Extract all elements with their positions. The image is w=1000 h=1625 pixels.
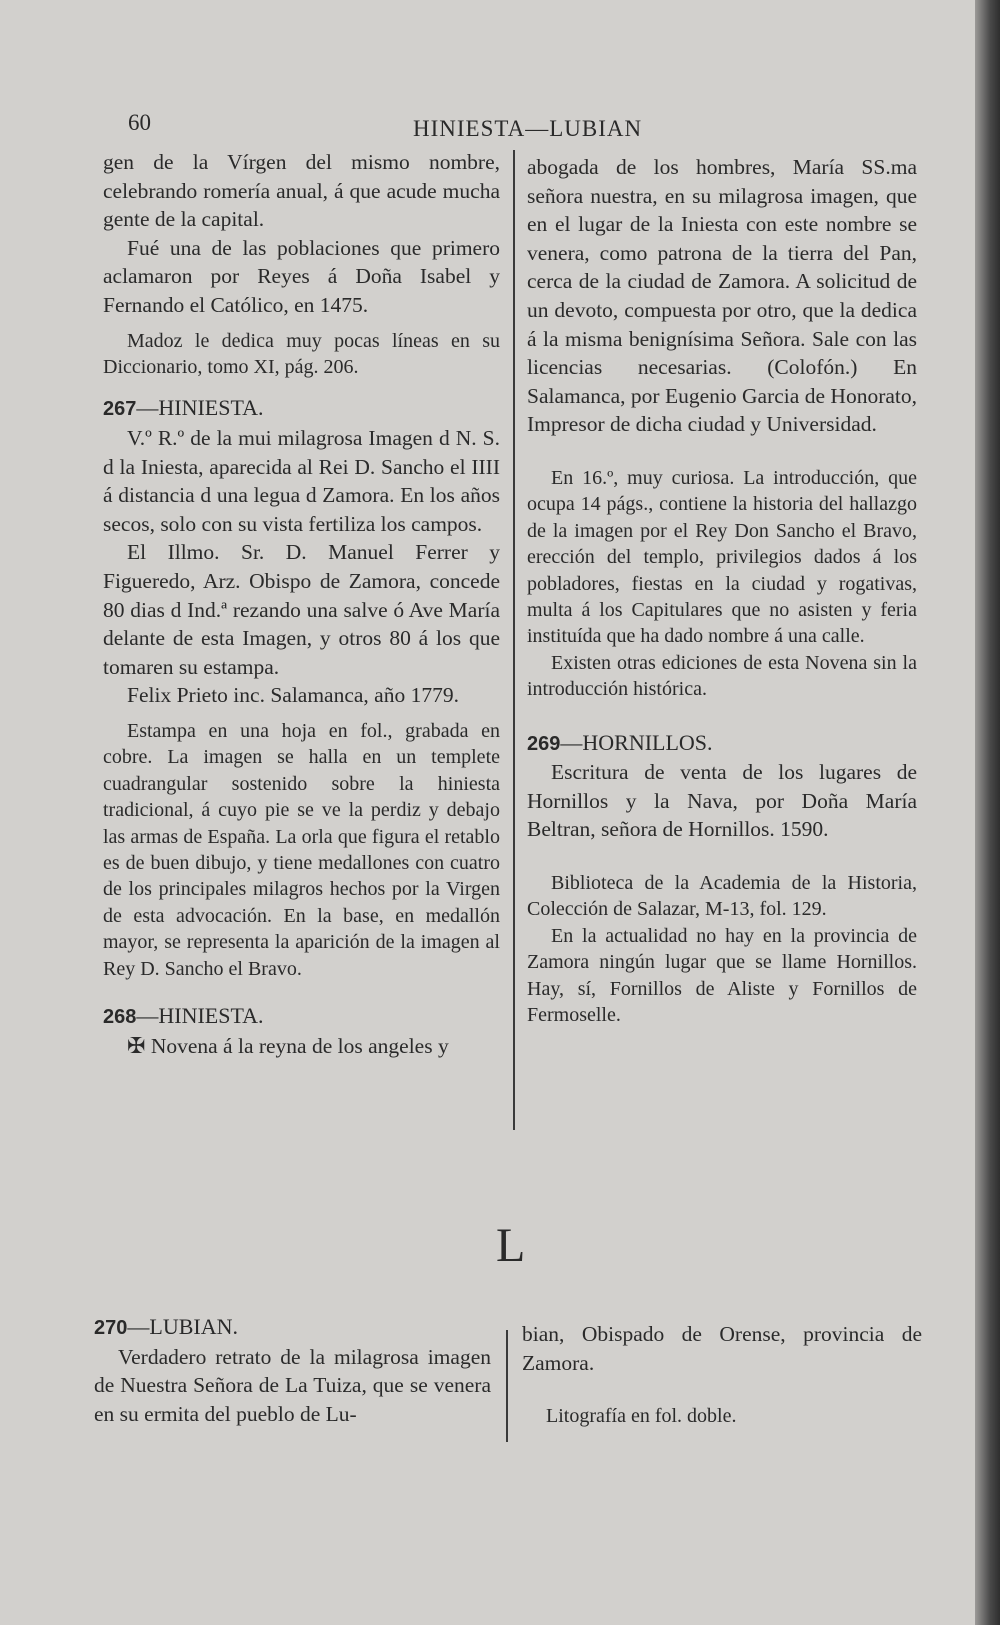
column-divider bbox=[506, 1330, 508, 1442]
entry-note: Estampa en una hoja en fol., grabada en cobre. La imagen se halla en un templete cuadrangular sostenido sobre la hiniesta tradicional, á cuyo pie se ve la perdiz y debajo las armas de España. La orla que figura el retablo es de buen dibujo, y tiene medallones con cuatro de los principales milagros hechos por la Virgen de esta advocación. En la base, en medallón mayor, se representa la aparición de la imagen al Rey D. Sancho el Bravo. bbox=[103, 719, 500, 980]
entry-title: —HINIESTA. bbox=[136, 395, 264, 421]
entry-heading-267 bbox=[103, 394, 500, 424]
entry-number: 270 bbox=[94, 1317, 128, 1339]
entry-text: bian, Obispado de Orense, provincia de Zamora. bbox=[522, 1322, 922, 1375]
paragraph: gen de la Vírgen del mismo nombre, celebrando romería anual, á que acude mucha gente de la capital. bbox=[103, 150, 500, 232]
right-column bbox=[527, 153, 917, 1028]
entry-text: Verdadero retrato de la milagrosa imagen de Nuestra Señora de La Tuiza, que se venera en su ermita del pueblo de Lu- bbox=[94, 1344, 491, 1426]
entry-text: Escritura de venta de los lugares de Hornillos y la Nava, por Doña María Beltran, señora de Hornillos. 1590. bbox=[527, 760, 917, 842]
page-number: 60 bbox=[128, 110, 151, 135]
bottom-left-column bbox=[94, 1313, 491, 1428]
entry-heading-270 bbox=[94, 1313, 491, 1343]
entry-text bbox=[103, 1032, 500, 1061]
note: Madoz le dedica muy pocas líneas en su Diccionario, tomo XI, pág. 206. bbox=[103, 329, 500, 378]
note: En 16.º, muy curiosa. La introducción, que ocupa 14 págs., contiene la historia del hallazgo de la imagen por el Rey Don Sancho el Bravo, erección del templo, privilegios dados á los pobladores, fiestas en la ciudad y rogativas, multa á los Capitulares que no asisten y feria instituída que ha dado nombre á una calle. bbox=[527, 466, 917, 648]
note: Existen otras ediciones de esta Novena sin la introducción histórica. bbox=[527, 651, 917, 701]
entry-title: —HINIESTA. bbox=[136, 1002, 264, 1028]
left-column bbox=[103, 148, 500, 1060]
entry-number: 267 bbox=[103, 398, 137, 421]
entry-text: V.º R.º de la mui milagrosa Imagen d N. S. d la Iniesta, aparecida al Rei D. Sancho el IIII á distancia d una legua d Zamora. En los años secos, solo con su vista fertiliza los campos. bbox=[103, 425, 500, 536]
entry-text: El Illmo. Sr. D. Manuel Ferrer y Figueredo, Arz. Obispo de Zamora, concede 80 dias d Ind.ª rezando una salve ó Ave María delante de esta Imagen, y otros 80 á los que tomaren su estampa. bbox=[103, 540, 500, 679]
running-title: HINIESTA—LUBIAN bbox=[413, 116, 643, 141]
entry-text-run: Novena á la reyna de los angeles y bbox=[150, 1033, 449, 1058]
entry-heading-269 bbox=[527, 729, 917, 759]
entry-imprint: Felix Prieto inc. Salamanca, año 1779. bbox=[127, 683, 459, 708]
entry-heading-268 bbox=[103, 1002, 500, 1032]
bottom-right-column bbox=[522, 1320, 922, 1430]
entry-title: —LUBIAN. bbox=[127, 1314, 238, 1339]
section-letter: L bbox=[496, 1219, 526, 1272]
note: En la actualidad no hay en la provincia de Zamora ningún lugar que se llame Hornillos. Hay, sí, Fornillos de Aliste y Fornillos de Fermoselle. bbox=[527, 924, 917, 1026]
entry-title: —HORNILLOS. bbox=[560, 729, 713, 755]
column-divider bbox=[513, 150, 515, 1130]
paragraph: abogada de los hombres, María SS.ma señora nuestra, en su milagrosa imagen, que en el lugar de la Iniesta con este nombre se venera, como patrona de la tierra del Pan, cerca de la ciudad de Zamora. A solicitud de un devoto, compuesta por otro, que la dedica á la misma benignísima Señora. Sale con las licencias necesarias. (Colofón.) En Salamanca, por Eugenio Garcia de Honorato, Impresor de dicha ciudad y Universidad. bbox=[527, 155, 917, 437]
entry-number: 269 bbox=[527, 732, 561, 755]
cross-icon: ✠ bbox=[127, 1032, 146, 1058]
page-edge bbox=[975, 0, 1000, 1625]
note: Biblioteca de la Academia de la Historia, Colección de Salazar, M-13, fol. 129. bbox=[527, 871, 917, 921]
paragraph: Fué una de las poblaciones que primero aclamaron por Reyes á Doña Isabel y Fernando el Católico, en 1475. bbox=[103, 235, 500, 317]
entry-number: 268 bbox=[103, 1005, 137, 1028]
note: Litografía en fol. doble. bbox=[546, 1405, 737, 1428]
